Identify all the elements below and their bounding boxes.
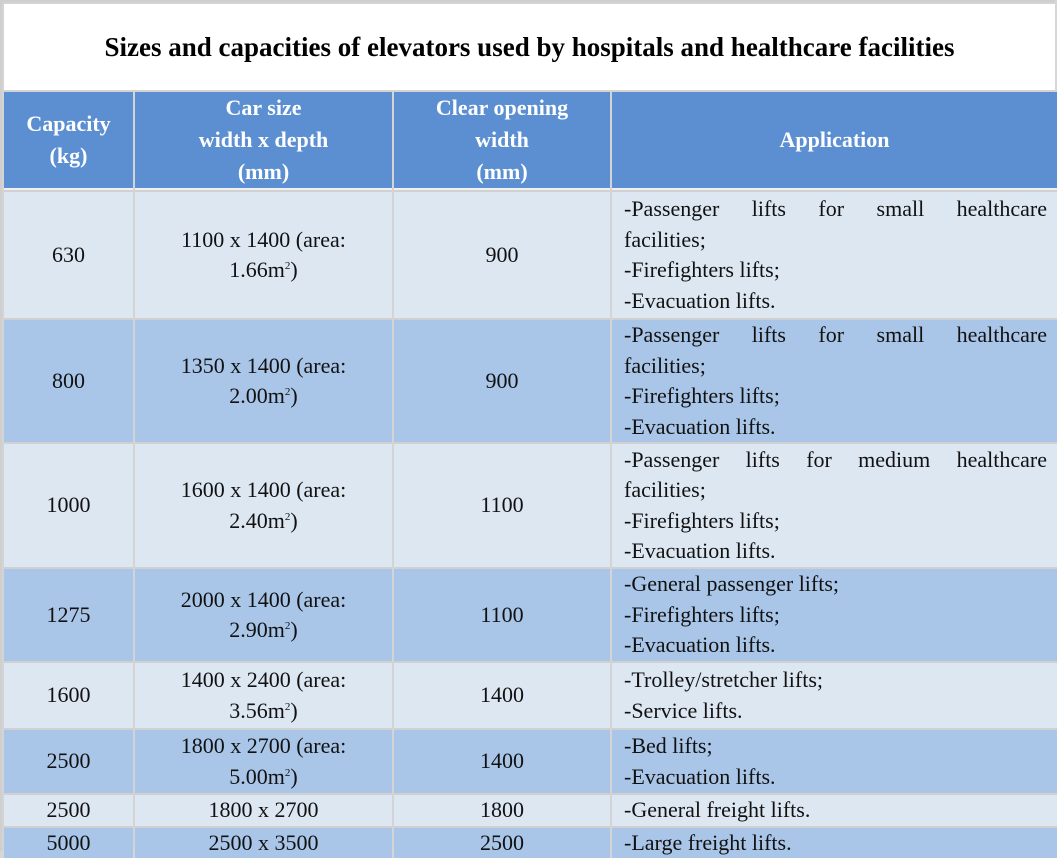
car-size-dimensions: 1800 x 2700 (area: <box>181 733 347 758</box>
car-size-dimensions: 1400 x 2400 (area: <box>181 667 347 692</box>
application-line: -General passenger lifts; <box>624 569 1047 600</box>
area-unit-superscript: 2 <box>285 386 291 398</box>
cell-application <box>612 442 1057 567</box>
area-close-paren: ) <box>290 508 297 533</box>
cell-capacity: 1275 <box>4 567 133 661</box>
application-line: -Bed lifts; <box>624 731 1047 762</box>
cell-capacity: 1600 <box>4 661 133 728</box>
car-size-dimensions: 1600 x 1400 (area: <box>181 477 347 502</box>
cell-car-size <box>135 567 392 661</box>
application-line: -Passenger lifts for medium healthcare <box>624 445 1047 476</box>
car-size-area: 1.66m <box>229 257 285 282</box>
table-title: Sizes and capacities of elevators used by hospitals and healthcare facilities <box>4 4 1055 90</box>
application-line: -Firefighters lifts; <box>624 600 1047 631</box>
car-size-area: 2.00m <box>229 383 285 408</box>
area-unit-superscript: 2 <box>285 620 291 632</box>
cell-opening-width: 2500 <box>394 826 610 858</box>
cell-application <box>612 190 1057 318</box>
cell-car-size <box>135 190 392 318</box>
cell-capacity: 5000 <box>4 826 133 858</box>
header-opening-line3: (mm) <box>476 159 527 184</box>
car-size-dimensions: 1800 x 2700 <box>209 797 319 822</box>
cell-application <box>612 567 1057 661</box>
header-capacity-line2: (kg) <box>50 143 88 168</box>
area-close-paren: ) <box>290 257 297 282</box>
cell-car-size <box>135 442 392 567</box>
application-line: -Firefighters lifts; <box>624 506 1047 537</box>
application-line: -Large freight lifts. <box>624 828 1047 858</box>
car-size-dimensions: 1350 x 1400 (area: <box>181 353 347 378</box>
header-car-size-line2: width x depth <box>199 127 329 152</box>
car-size-dimensions: 2500 x 3500 <box>209 830 319 855</box>
cell-application <box>612 661 1057 728</box>
table-row <box>4 567 1057 661</box>
cell-capacity: 2500 <box>4 793 133 826</box>
cell-car-size <box>135 318 392 442</box>
header-car-size <box>135 92 392 190</box>
cell-application <box>612 728 1057 793</box>
application-line: -Trolley/stretcher lifts; <box>624 665 1047 696</box>
cell-car-size <box>135 728 392 793</box>
table-row <box>4 442 1057 567</box>
table-row <box>4 793 1057 826</box>
area-close-paren: ) <box>290 698 297 723</box>
cell-opening-width: 1400 <box>394 661 610 728</box>
car-size-area: 3.56m <box>229 698 285 723</box>
cell-opening-width: 1100 <box>394 567 610 661</box>
car-size-area: 2.90m <box>229 617 285 642</box>
application-line: -Service lifts. <box>624 696 1047 727</box>
area-close-paren: ) <box>290 383 297 408</box>
cell-opening-width: 1800 <box>394 793 610 826</box>
header-application-label: Application <box>779 127 889 152</box>
table-row <box>4 826 1057 858</box>
header-application <box>612 92 1057 190</box>
application-line: -Passenger lifts for small healthcare <box>624 194 1047 225</box>
area-unit-superscript: 2 <box>285 701 291 713</box>
header-opening-line1: Clear opening <box>436 95 568 120</box>
cell-car-size <box>135 793 392 826</box>
cell-opening-width: 900 <box>394 318 610 442</box>
application-line: -Evacuation lifts. <box>624 536 1047 567</box>
area-unit-superscript: 2 <box>285 260 291 272</box>
cell-opening-width: 900 <box>394 190 610 318</box>
application-line: facilities; <box>624 225 1047 256</box>
area-close-paren: ) <box>290 617 297 642</box>
application-line: -Firefighters lifts; <box>624 381 1047 412</box>
application-line: -General freight lifts. <box>624 795 1047 826</box>
header-opening-line2: width <box>475 127 529 152</box>
car-size-dimensions: 1100 x 1400 (area: <box>181 227 346 252</box>
table-row <box>4 318 1057 442</box>
header-opening <box>394 92 610 190</box>
cell-capacity: 630 <box>4 190 133 318</box>
cell-capacity: 2500 <box>4 728 133 793</box>
car-size-area: 2.40m <box>229 508 285 533</box>
table-row <box>4 661 1057 728</box>
cell-car-size <box>135 661 392 728</box>
header-row <box>4 92 1057 190</box>
car-size-area: 5.00m <box>229 764 285 789</box>
cell-capacity: 800 <box>4 318 133 442</box>
car-size-dimensions: 2000 x 1400 (area: <box>181 587 347 612</box>
application-line: -Passenger lifts for small healthcare <box>624 320 1047 351</box>
cell-application <box>612 318 1057 442</box>
application-line: facilities; <box>624 475 1047 506</box>
application-line: -Evacuation lifts. <box>624 412 1047 443</box>
cell-application <box>612 826 1057 858</box>
header-capacity <box>4 92 133 190</box>
cell-opening-width: 1100 <box>394 442 610 567</box>
cell-application <box>612 793 1057 826</box>
header-capacity-line1: Capacity <box>26 111 110 136</box>
application-line: facilities; <box>624 351 1047 382</box>
elevator-table <box>2 92 1057 858</box>
cell-opening-width: 1400 <box>394 728 610 793</box>
cell-capacity: 1000 <box>4 442 133 567</box>
application-line: -Evacuation lifts. <box>624 286 1047 317</box>
table-row <box>4 728 1057 793</box>
application-line: -Evacuation lifts. <box>624 762 1047 793</box>
header-car-size-line3: (mm) <box>238 159 289 184</box>
table-row <box>4 190 1057 318</box>
cell-car-size <box>135 826 392 858</box>
header-car-size-line1: Car size <box>226 95 302 120</box>
application-line: -Firefighters lifts; <box>624 255 1047 286</box>
application-line: -Evacuation lifts. <box>624 630 1047 661</box>
area-unit-superscript: 2 <box>285 767 291 779</box>
area-unit-superscript: 2 <box>285 511 291 523</box>
area-close-paren: ) <box>290 764 297 789</box>
